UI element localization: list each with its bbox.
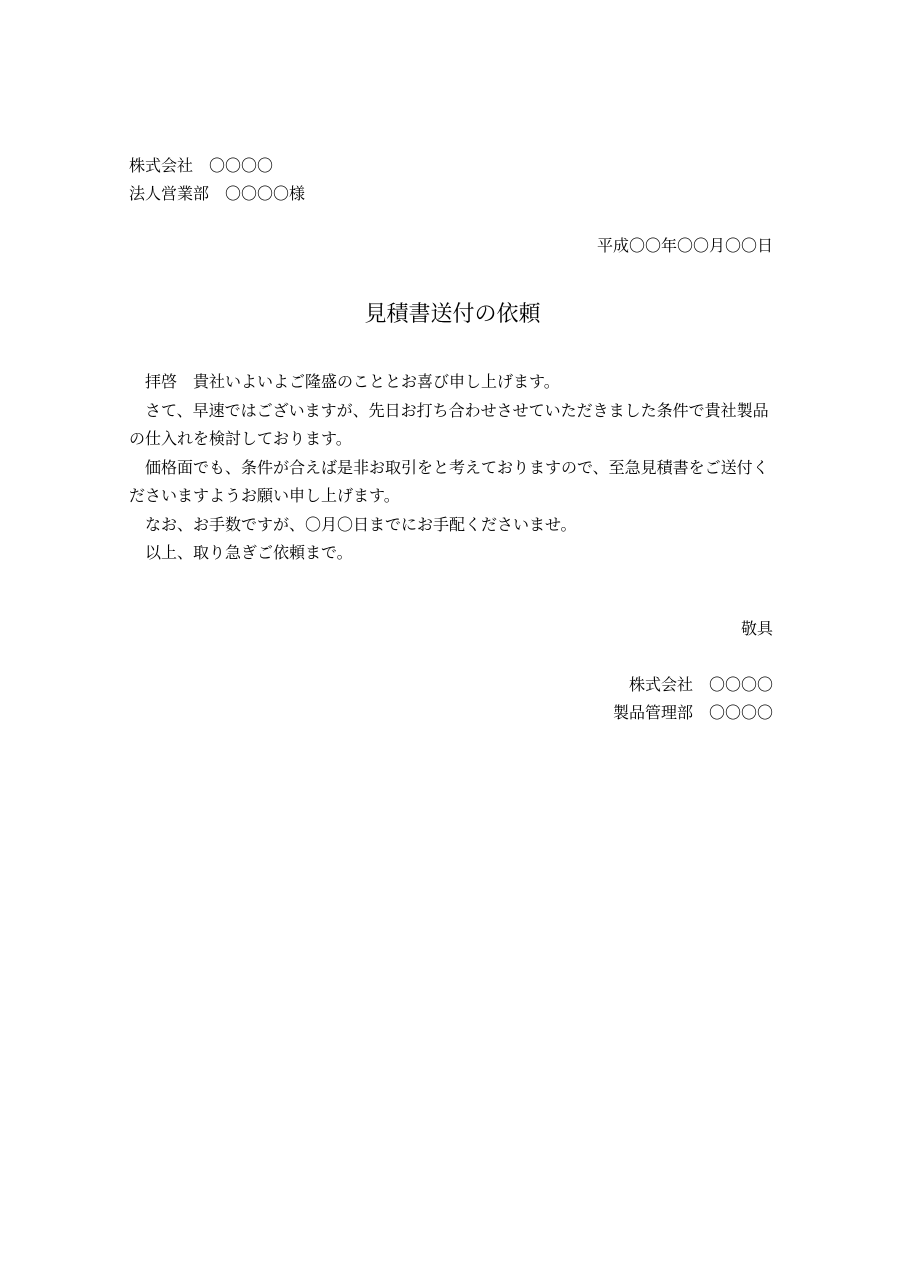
body-paragraph-purpose: さて、早速ではございますが、先日お打ち合わせさせていただきました条件で貴社製品の仕入れを検討しております。 bbox=[129, 400, 769, 448]
letter-date: 平成〇〇年〇〇月〇〇日 bbox=[596, 236, 773, 255]
sender-block bbox=[613, 671, 773, 727]
recipient-department: 法人営業部 〇〇〇〇様 bbox=[129, 184, 306, 203]
sender-department: 製品管理部 〇〇〇〇 bbox=[612, 703, 773, 722]
recipient-block bbox=[129, 152, 305, 208]
body-paragraph-request: 価格面でも、条件が合えば是非お取引をと考えておりますので、至急見積書をご送付くださいますようお願い申し上げます。 bbox=[129, 457, 769, 505]
letter-body bbox=[129, 368, 777, 568]
recipient-company: 株式会社 〇〇〇〇 bbox=[129, 156, 274, 175]
body-paragraph-greeting: 拝啓 貴社いよいよご隆盛のこととお喜び申し上げます。 bbox=[145, 372, 560, 391]
letter-closing: 敬具 bbox=[740, 619, 773, 638]
sender-company: 株式会社 〇〇〇〇 bbox=[628, 675, 773, 694]
letter-title: 見積書送付の依頼 bbox=[364, 302, 541, 327]
body-paragraph-deadline: なお、お手数ですが、〇月〇日までにお手配くださいませ。 bbox=[145, 514, 577, 534]
body-paragraph-conclusion: 以上、取り急ぎご依頼まで。 bbox=[145, 543, 353, 562]
